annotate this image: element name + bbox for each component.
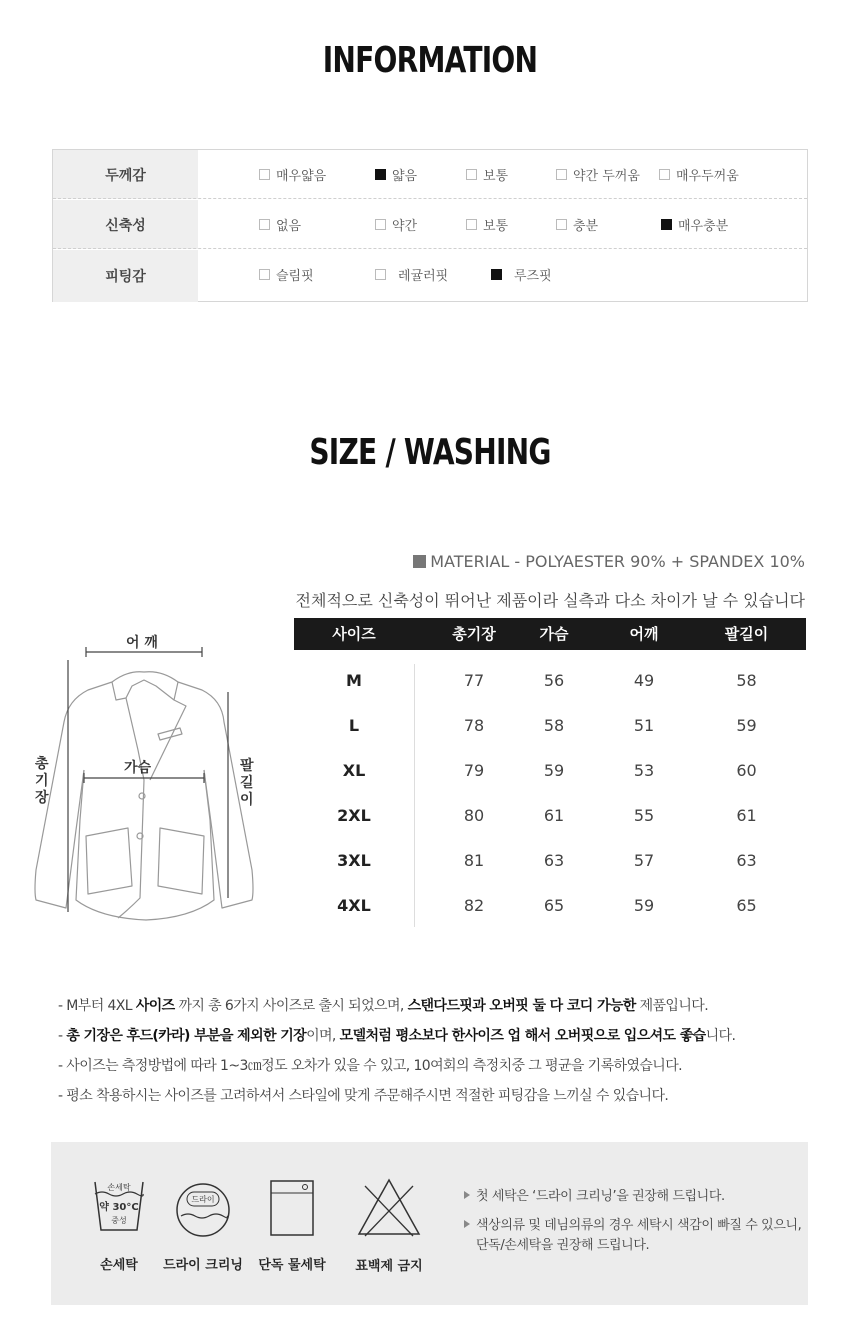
option-slightly-thick: 약간 두꺼움 (556, 150, 640, 199)
cell-sleeve: 65 (736, 896, 757, 915)
jacket-diagram (28, 630, 268, 930)
option-very-thin: 매우얇음 (259, 150, 326, 199)
checkbox-empty (375, 219, 386, 230)
cell-chest: 59 (543, 761, 565, 780)
cell-size: 2XL (337, 806, 371, 825)
cell-shoulder: 51 (633, 716, 655, 735)
washing-note: 첫 세탁은 ‘드라이 크리닝’을 권장해 드립니다. (464, 1187, 725, 1207)
cell-shoulder: 55 (633, 806, 655, 825)
no-bleach-label: 표백제 금지 (355, 1259, 423, 1274)
cell-chest: 61 (543, 806, 565, 825)
note-line: - 총 기장은 후드(카라) 부분을 제외한 기장이며, 모델처럼 평소보다 한사이즈 업 해서 오버핏으로 입으셔도 좋습니다. (58, 1028, 736, 1044)
checkbox-empty (466, 219, 477, 230)
cell-shoulder: 59 (633, 896, 655, 915)
option-loose-fit: 루즈핏 (491, 250, 552, 299)
info-row-label: 신축성 (53, 200, 198, 249)
cell-shoulder: 57 (633, 851, 655, 870)
size-washing-title: SIZE / WASHING (309, 432, 551, 473)
cell-length: 78 (463, 716, 485, 735)
cell-length: 80 (463, 806, 485, 825)
checkbox-empty (556, 169, 567, 180)
option-none: 없음 (259, 200, 301, 249)
cell-sleeve: 59 (736, 716, 757, 735)
size-table-header (294, 618, 806, 650)
svg-text:드라이: 드라이 (191, 1195, 215, 1204)
washing-note-continued: 단독/손세탁을 권장해 드립니다. (476, 1238, 650, 1253)
checkbox-checked (491, 269, 502, 280)
option-thin: 얇음 (375, 150, 417, 199)
info-row-stretch (53, 200, 807, 249)
material-line: MATERIAL - POLYAESTER 90% + SPANDEX 10% (413, 552, 805, 571)
dry-clean-label: 드라이 크리닝 (163, 1258, 243, 1273)
cell-sleeve: 63 (736, 851, 757, 870)
table-row (294, 846, 806, 876)
table-row (294, 666, 806, 696)
cell-size: M (346, 671, 362, 690)
cell-shoulder: 53 (633, 761, 655, 780)
washing-panel (51, 1142, 808, 1305)
shoulder-label: 어 깨 (126, 635, 158, 651)
cell-length: 82 (463, 896, 485, 915)
cell-length: 77 (463, 671, 485, 690)
checkbox-empty (259, 219, 270, 230)
header-shoulder: 어깨 (629, 625, 659, 643)
cell-length: 81 (463, 851, 485, 870)
checkbox-checked (375, 169, 386, 180)
cell-chest: 63 (543, 851, 565, 870)
option-enough: 충분 (556, 200, 598, 249)
chest-label: 가슴 (124, 760, 152, 776)
cell-length: 79 (463, 761, 485, 780)
table-row (294, 891, 806, 921)
note-line: - 사이즈는 측정방법에 따라 1~3㎝정도 오차가 있을 수 있고, 10여회의 측정치중 그 평균을 기록하였습니다. (58, 1058, 682, 1074)
info-row-thickness (53, 150, 807, 199)
cell-chest: 58 (543, 716, 565, 735)
washing-note: 색상의류 및 데님의류의 경우 세탁시 색감이 빠질 수 있으니, (464, 1216, 801, 1236)
hand-wash-label: 손세탁 (100, 1258, 138, 1273)
hand-wash-icon (91, 1178, 147, 1238)
cell-chest: 65 (543, 896, 565, 915)
cell-shoulder: 49 (633, 671, 655, 690)
sleeve-label: 팔 길 이 (240, 758, 254, 808)
table-row (294, 801, 806, 831)
info-row-label: 피팅감 (53, 250, 198, 302)
row-divider (53, 198, 807, 199)
size-table (294, 618, 806, 940)
table-row (294, 756, 806, 786)
info-row-label: 두께감 (53, 150, 198, 199)
square-bullet-icon (413, 555, 426, 568)
table-row (294, 711, 806, 741)
info-row-fit (53, 250, 807, 299)
header-sleeve: 팔길이 (724, 625, 769, 643)
stretch-note: 전체적으로 신축성이 뛰어난 제품이라 실측과 다소 차이가 날 수 있습니다 (295, 591, 805, 610)
note-line: - M부터 4XL 사이즈 까지 총 6가지 사이즈로 출시 되었으며, 스탠다드핏과 오버핏 둘 다 코디 가능한 제품입니다. (58, 998, 709, 1014)
column-divider (414, 664, 415, 927)
checkbox-checked (661, 219, 672, 230)
option-slight: 약간 (375, 200, 417, 249)
cell-sleeve: 58 (736, 671, 757, 690)
size-notes (58, 996, 818, 1116)
cell-size: XL (342, 761, 366, 780)
cell-chest: 56 (543, 671, 565, 690)
svg-text:손세탁: 손세탁 (107, 1183, 131, 1192)
info-table (52, 149, 808, 302)
checkbox-empty (659, 169, 670, 180)
option-normal: 보통 (466, 200, 508, 249)
machine-wash-label: 단독 물세탁 (258, 1258, 326, 1273)
note-line: - 평소 착용하시는 사이즈를 고려하셔서 스타일에 맞게 주문해주시면 적절한 피팅감을 느끼실 수 있습니다. (58, 1088, 669, 1104)
dry-clean-icon (175, 1182, 231, 1242)
row-divider (53, 248, 807, 249)
cell-size: 4XL (337, 896, 371, 915)
option-normal: 보통 (466, 150, 508, 199)
jacket-outline-icon (28, 630, 268, 930)
cell-size: 3XL (337, 851, 371, 870)
triangle-bullet-icon (464, 1191, 470, 1199)
svg-text:중성: 중성 (111, 1216, 127, 1225)
checkbox-empty (556, 219, 567, 230)
header-size: 사이즈 (332, 625, 376, 643)
no-bleach-icon (357, 1176, 421, 1242)
length-label: 총 기 장 (35, 756, 49, 806)
triangle-bullet-icon (464, 1220, 470, 1228)
option-very-thick: 매우두꺼움 (659, 150, 739, 199)
checkbox-empty (259, 169, 270, 180)
machine-wash-icon (269, 1179, 315, 1241)
checkbox-empty (375, 269, 386, 280)
option-slim-fit: 슬림핏 (259, 250, 314, 299)
checkbox-empty (259, 269, 270, 280)
cell-sleeve: 60 (736, 761, 757, 780)
information-title: INFORMATION (322, 40, 538, 81)
cell-sleeve: 61 (736, 806, 757, 825)
svg-text:약 30°C: 약 30°C (99, 1202, 139, 1213)
option-very-enough: 매우충분 (661, 200, 728, 249)
size-table-body (294, 650, 806, 940)
header-length: 총기장 (452, 625, 496, 643)
checkbox-empty (466, 169, 477, 180)
header-chest: 가슴 (539, 625, 569, 643)
cell-size: L (348, 716, 360, 735)
option-regular-fit: 레귤러핏 (375, 250, 448, 299)
